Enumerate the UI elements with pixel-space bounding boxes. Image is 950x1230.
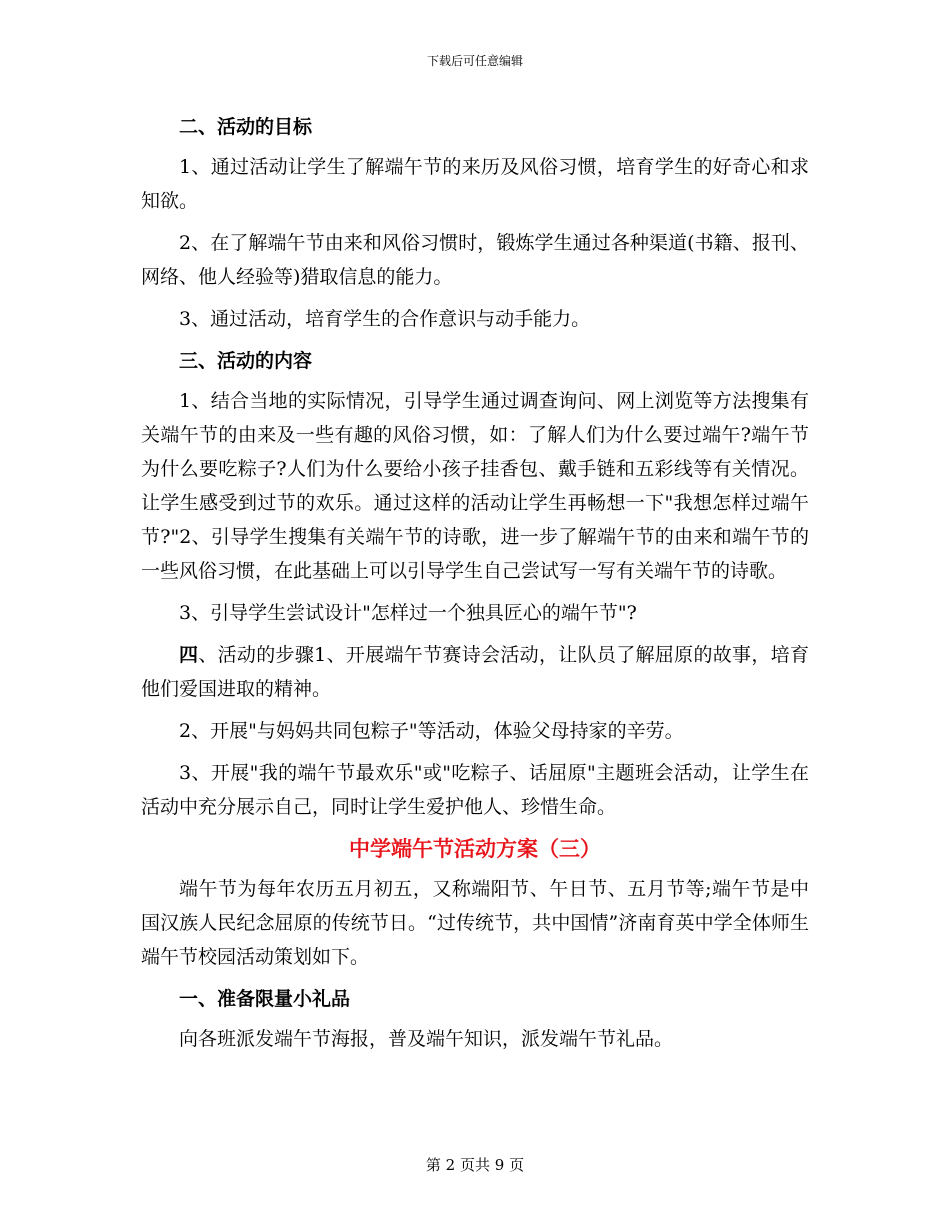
paragraph-plan-intro: 端午节为每年农历五月初五，又称端阳节、午日节、五月节等;端午节是中国汉族人民纪念屈原的传统节日。“过传统节，共中国情”济南育英中学全体师生端午节校园活动策划如下。 xyxy=(141,878,809,968)
document-body xyxy=(141,110,809,1064)
section-heading-goals: 二、活动的目标 xyxy=(179,116,313,138)
page-header: 下载后可任意编辑 xyxy=(426,54,523,68)
paragraph-goal-1: 1、通过活动让学生了解端午节的来历及风俗习惯，培育学生的好奇心和求知欲。 xyxy=(141,156,809,212)
steps-1-text: 、活动的步骤1、开展端午节赛诗会活动，让队员了解屈原的故事，培育他们爱国进取的精神。 xyxy=(141,644,809,700)
section-heading-steps: 四 xyxy=(179,644,199,666)
plan-title: 中学端午节活动方案（三） xyxy=(349,836,601,861)
page-footer: 第 2 页共 9 页 xyxy=(425,1156,525,1174)
paragraph-content-3: 3、引导学生尝试设计"怎样过一个独具匠心的端午节"? xyxy=(179,602,637,624)
section-heading-content: 三、活动的内容 xyxy=(179,350,313,372)
paragraph-steps-3: 3、开展"我的端午节最欢乐"或"吃粽子、话屈原"主题班会活动，让学生在活动中充分展示自己，同时让学生爱护他人、珍惜生命。 xyxy=(141,762,809,818)
paragraph-steps-2: 2、开展"与妈妈共同包粽子"等活动，体验父母持家的辛劳。 xyxy=(179,720,684,742)
paragraph-content-1: 1、结合当地的实际情况，引导学生通过调查询问、网上浏览等方法搜集有关端午节的由来及一些有趣的风俗习惯，如：了解人们为什么要过端午?端午节为什么要吃粽子?人们为什么要给小孩子挂香包、戴手链和五彩线等有关情况。让学生感受到过节的欢乐。通过这样的活动让学生再畅想一下"我想怎样过端午节?"2、引导学生搜集有关端午节的诗歌，进一步了解端午节的由来和端午节的一些风俗习惯，在此基础上可以引导学生自己尝试写一写有关端午节的诗歌。 xyxy=(141,390,809,582)
paragraph-prep-1: 向各班派发端午节海报，普及端午知识，派发端午节礼品。 xyxy=(179,1028,674,1050)
section-heading-prep: 一、准备限量小礼品 xyxy=(179,988,351,1010)
paragraph-steps-1 xyxy=(141,638,809,706)
paragraph-goal-3: 3、通过活动，培育学生的合作意识与动手能力。 xyxy=(179,308,591,330)
paragraph-goal-2: 2、在了解端午节由来和风俗习惯时，锻炼学生通过各种渠道(书籍、报刊、网络、他人经验等)猎取信息的能力。 xyxy=(141,232,809,288)
